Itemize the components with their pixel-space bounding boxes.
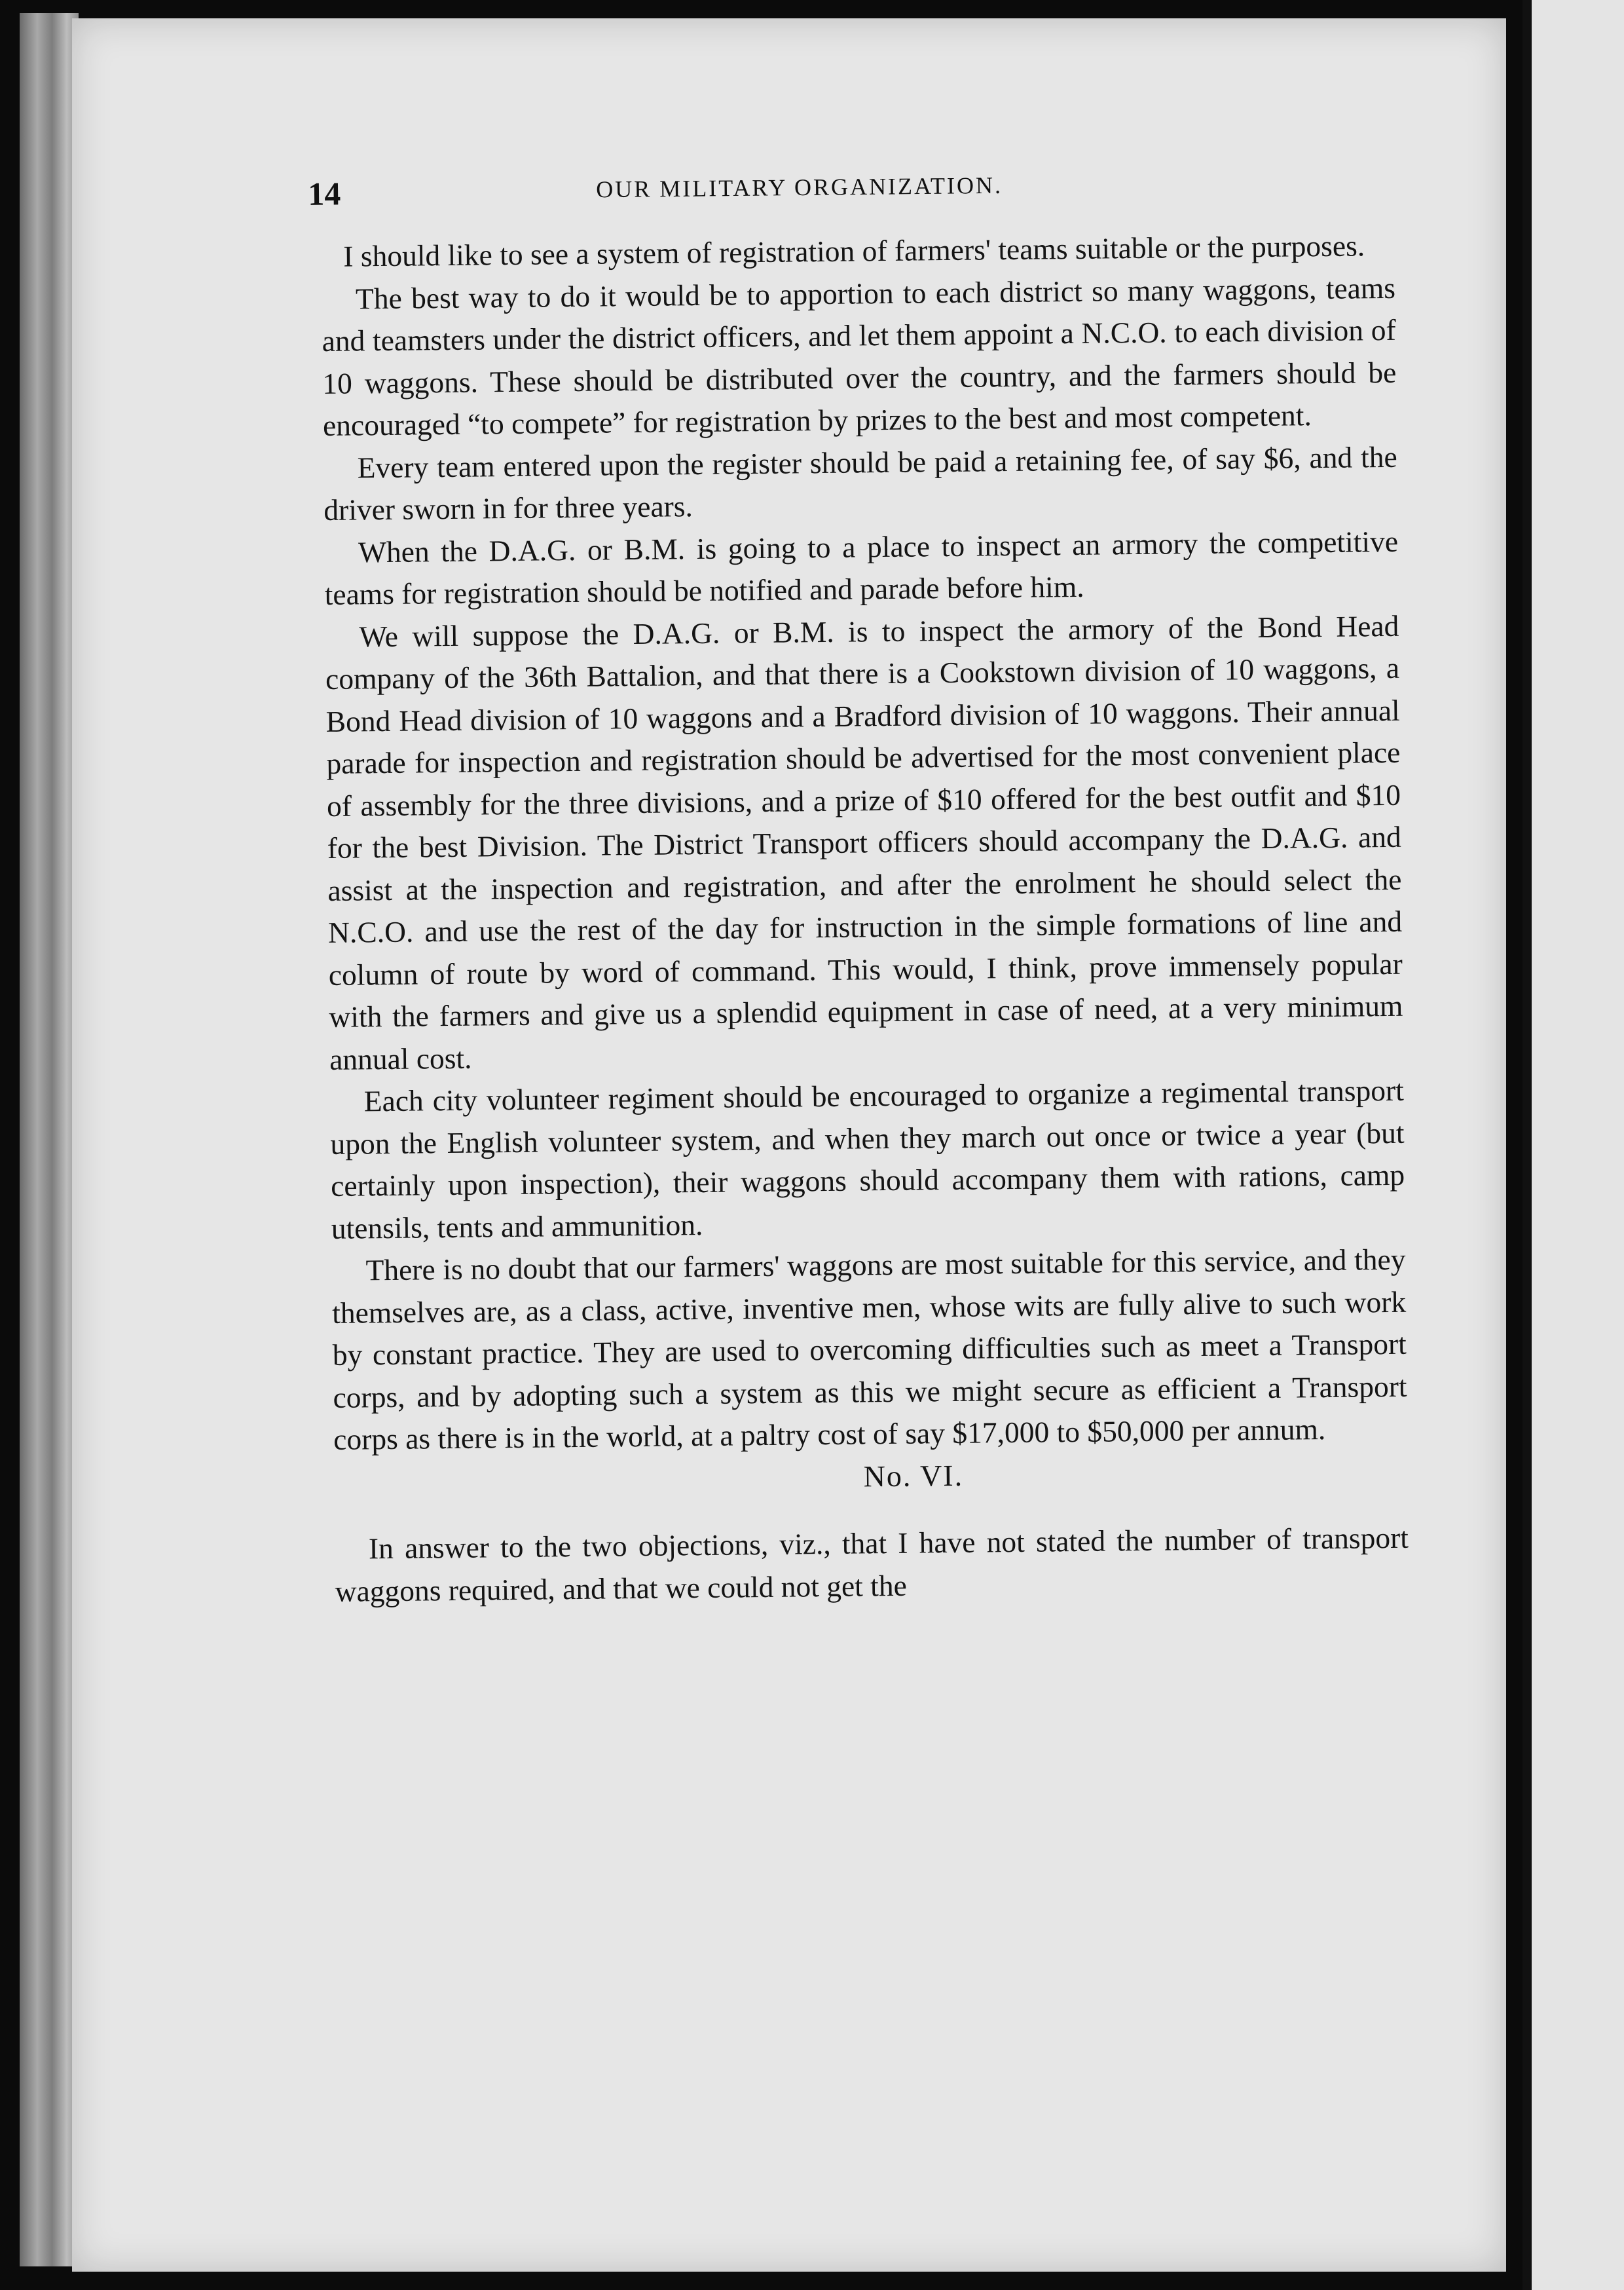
paragraph: There is no doubt that our farmers' waggons are most suitable for this service, and they themselves are, as a class, active, inventive men, whose wits are fully alive to such work by constant practice. They are used to overcoming difficulties such as meet a Transport corps, and by adopting such a system as this we might secure as efficient a Transport corps as there is in the world, at a paltry cost of say $17,000 to $50,000 per annum. (331, 1242, 1407, 1456)
paragraph: Every team entered upon the register should be paid a retaining fee, of say $6, and the driver sworn in for three years. (323, 440, 1397, 527)
paragraph: The best way to do it would be to apportion to each district so many waggons, teams and teamsters under the district officers, and let them appoint a N.C.O. to each division of 10 waggons. These should be distributed over the country, and the farmers should be encouraged “to compete” for registration by prizes to the best and most competent. (322, 271, 1397, 442)
book-page-edges (20, 13, 79, 2266)
body-text (321, 225, 1409, 1613)
paragraph: In answer to the two objections, viz., that I have not stated the number of transport waggons required, and that we could not get the (335, 1520, 1409, 1608)
section-heading: No. VI. (863, 1458, 964, 1493)
facing-page-edge (1522, 0, 1624, 2290)
paragraph: When the D.A.G. or B.M. is going to a place to inspect an armory the competitive teams for registration should be notified and parade before him. (324, 524, 1399, 611)
page-number: 14 (308, 175, 341, 212)
paragraph: We will suppose the D.A.G. or B.M. is to inspect the armory of the Bond Head company of the 36th Battalion, and that there is a Cookstown division of 10 waggons, a Bond Head division of 10 waggons and a Bradford division of 10 waggons. Their annual parade for inspection and registration should be advertised for the most convenient place of assembly for the three divisions, and a prize of $10 offered for the best outfit and $10 for the best Division. The District Transport officers should accompany the D.A.G. and assist at the inspection and registration, and after the enrolment he should select the N.C.O. and use the rest of the day for instruction in the simple formations of line and column of route by word of command. This would, I think, prove immensely popular with the farmers and give us a splendid equipment in case of need, at a very minimum annual cost. (325, 609, 1403, 1076)
paragraph: I should like to see a system of registration of farmers' teams suitable or the purposes. (343, 229, 1365, 273)
paragraph: Each city volunteer regiment should be encouraged to organize a regimental transport upon the English volunteer system, and when they march out once or twice a year (but certainly upon inspection), their waggons should accompany them with rations, camp utensils, tents and ammunition. (330, 1073, 1405, 1245)
running-title: OUR MILITARY ORGANIZATION. (596, 172, 1003, 203)
